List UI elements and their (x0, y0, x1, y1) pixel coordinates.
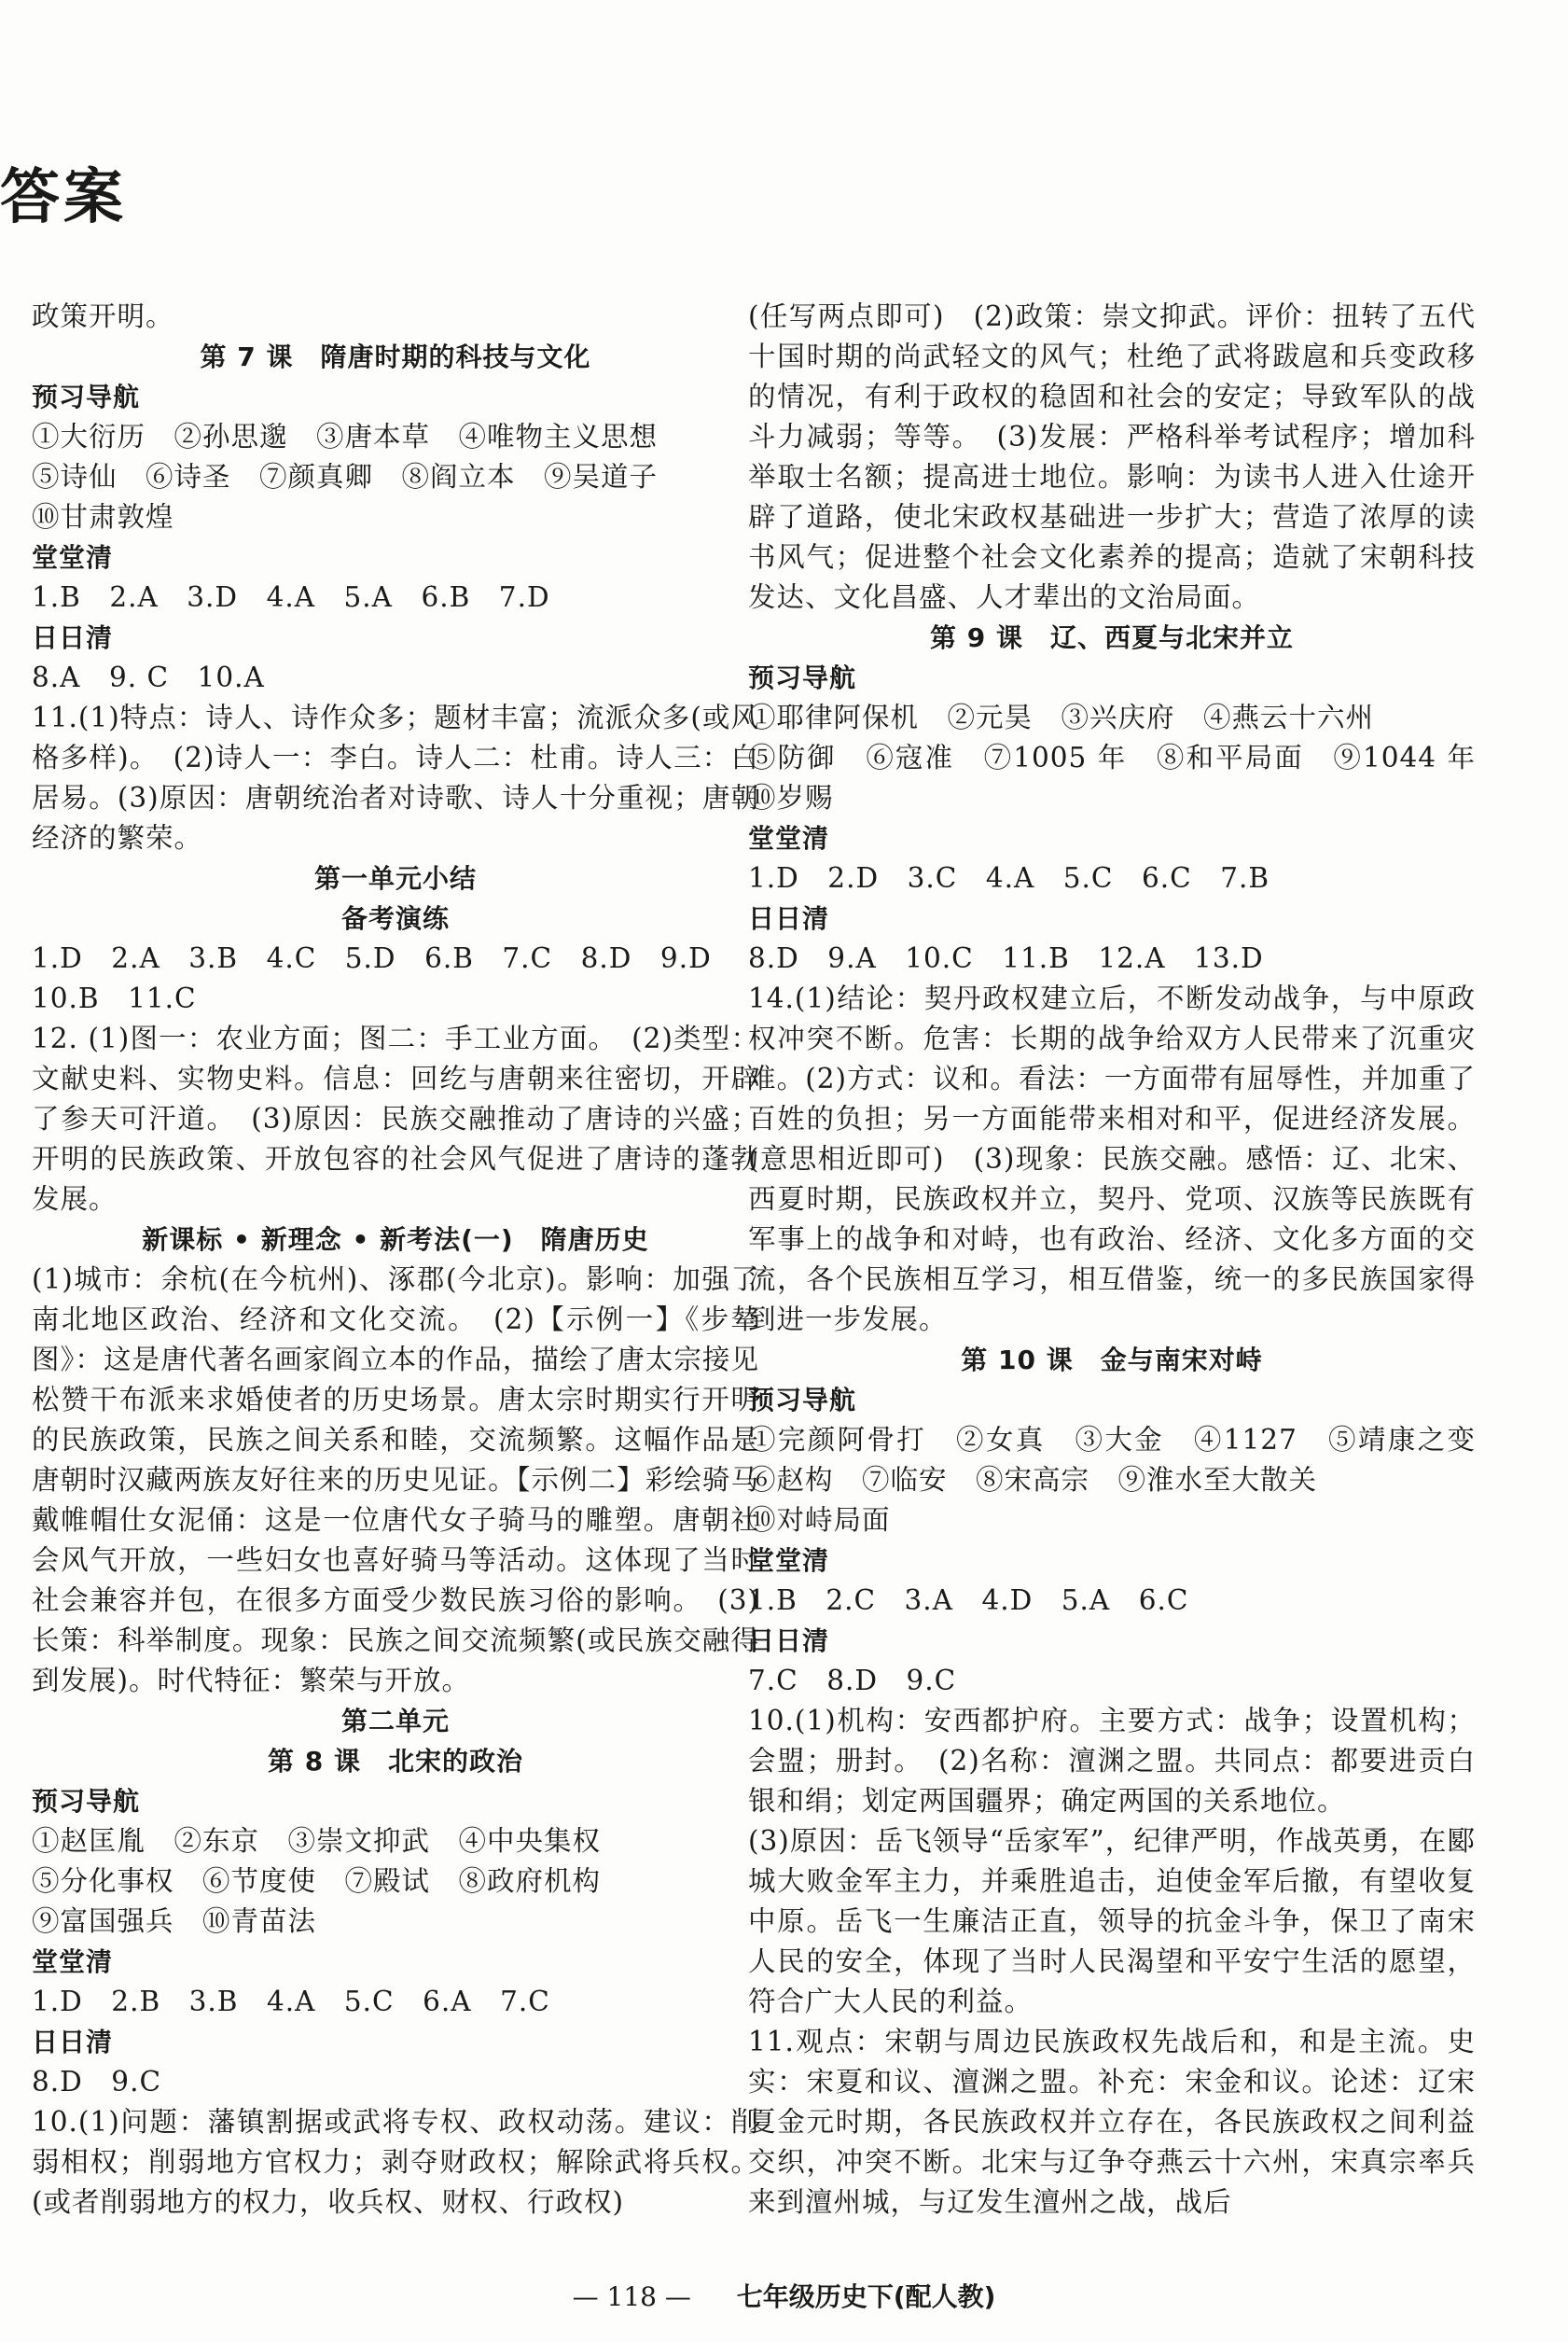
answer-line: (3)原因：岳飞领导“岳家军”，纪律严明，作战英勇，在郾城大败金军主力，并乘胜追击，迫使金军后撤，有望收复中原。岳飞一生廉洁正直，领导的抗金斗争，保卫了南宋人民的安全，体现了当时人民渴望和平安宁生活的愿望，符合广大人民的利益。 (748, 1825, 1476, 2017)
section-heading: 预习导航 (748, 662, 857, 693)
answer-line: (任写两点即可) (2)政策：崇文抑武。评价：扭转了五代十国时期的尚武轻文的风气；杜绝了武将跋扈和兵变政移的情况，有利于政权的稳固和社会的安定；导致军队的战斗力减弱；等等。 (3)发展：严格科举考试程序；增加科举取士名额；提高进士地位。影响：为读书人进入仕途开辟了道路，使北宋政权基础进一步扩大；营造了浓厚的读书风气；促进整个社会文化素养的提高；造就了宋朝科技发达、文化昌盛、人才辈出的文治局面。 (748, 300, 1476, 613)
answer-line: 7.C 8.D 9.C (748, 1665, 957, 1696)
left-column (32, 297, 759, 2223)
page-number: — 118 — (572, 2281, 691, 2312)
lesson-title: 新课标 • 新理念 • 新考法(一) 隋唐历史 (142, 1224, 649, 1255)
answer-line: 8.A 9. C 10.A (32, 662, 265, 693)
lesson-title: 第二单元 (340, 1706, 450, 1736)
answer-line: 1.D 2.D 3.C 4.A 5.C 6.C 7.B (748, 862, 1270, 894)
answer-line: ①完颜阿骨打 ②女真 ③大金 ④1127 ⑤靖康之变 ⑥赵构 ⑦临安 ⑧宋高宗 ⑨淮水至大散关 (748, 1424, 1505, 1496)
section-heading: 预习导航 (32, 382, 141, 412)
section-heading: 预习导航 (748, 1385, 857, 1415)
answer-line: ①赵匡胤 ②东京 ③崇文抑武 ④中央集权 (32, 1825, 602, 1857)
answer-line: 1.B 2.A 3.D 4.A 5.A 6.B 7.D (32, 581, 550, 613)
answer-line: ⑩甘肃敦煌 (32, 501, 174, 533)
section-heading: 堂堂清 (748, 823, 830, 854)
answer-line: ①大衍历 ②孙思邈 ③唐本草 ④唯物主义思想 (32, 421, 659, 453)
page-header-title: 答案 (0, 163, 127, 232)
answer-line: 1.D 2.B 3.B 4.A 5.C 6.A 7.C (32, 1986, 550, 2017)
answer-line: (1)城市：余杭(在今杭州)、涿郡(今北京)。影响：加强了南北地区政治、经济和文化交流。 (2)【示例一】《步辇图》：这是唐代著名画家阎立本的作品，描绘了唐太宗接见松赞干布派来求婚使者的历史场景。唐太宗时期实行开明的民族政策，民族之间关系和睦，交流频繁。这幅作品是唐朝时汉藏两族友好往来的历史见证。【示例二】彩绘骑马戴帷帽仕女泥俑：这是一位唐代女子骑马的雕塑。唐朝社会风气开放，一些妇女也喜好骑马等活动。这体现了当时社会兼容并包，在很多方面受少数民族习俗的影响。 (3)长策：科举制度。现象：民族之间交流频繁(或民族交融得到发展)。时代特征：繁荣与开放。 (32, 1263, 759, 1696)
answer-line: ⑨富国强兵 ⑩青苗法 (32, 1905, 317, 1937)
answer-line: ⑤分化事权 ⑥节度使 ⑦殿试 ⑧政府机构 (32, 1865, 602, 1897)
section-heading: 预习导航 (32, 1786, 141, 1817)
lesson-title: 第 8 课 北宋的政治 (268, 1746, 523, 1777)
answer-line: ①耶律阿保机 ②元昊 ③兴庆府 ④燕云十六州 (748, 702, 1375, 733)
answer-line: 10.(1)问题：藩镇割据或武将专权、政权动荡。建议：削弱相权；削弱地方官权力；剥夺财政权；解除武将兵权。(或者削弱地方的权力，收兵权、财权、行政权) (32, 2106, 759, 2218)
right-column (748, 297, 1505, 2223)
answer-line: 政策开明。 (32, 300, 174, 332)
page-footer (0, 2277, 1568, 2314)
answer-line: 10.B 11.C (32, 983, 197, 1014)
answer-line: 8.D 9.C (32, 2066, 162, 2098)
section-heading: 堂堂清 (32, 1946, 114, 1977)
answer-line: 1.D 2.A 3.B 4.C 5.D 6.B 7.C 8.D 9.D (32, 942, 712, 974)
answer-line: 10.(1)机构：安西都护府。主要方式：战争；设置机构；会盟；册封。 (2)名称：澶渊之盟。共同点：都要进贡白银和绢；划定两国疆界；确定两国的关系地位。 (748, 1705, 1476, 1817)
answer-line: 14.(1)结论：契丹政权建立后，不断发动战争，与中原政权冲突不断。危害：长期的战争给双方人民带来了沉重灾难。(2)方式：议和。看法：一方面带有屈辱性，并加重了百姓的负担；另一方面能带来相对和平，促进经济发展。(意思相近即可) (3)现象：民族交融。感悟：辽、北宋、西夏时期，民族政权并立，契丹、党项、汉族等民族既有军事上的战争和对峙，也有政治、经济、文化多方面的交流，各个民族相互学习，相互借鉴，统一的多民族国家得到进一步发展。 (748, 983, 1476, 1335)
answer-line: ⑩对峙局面 (748, 1504, 891, 1536)
section-heading: 日日清 (32, 2027, 114, 2057)
answer-line: 1.B 2.C 3.A 4.D 5.A 6.C (748, 1584, 1189, 1616)
lesson-title: 第 7 课 隋唐时期的科技与文化 (200, 342, 591, 372)
lesson-title: 备考演练 (340, 903, 450, 934)
section-heading: 日日清 (32, 622, 114, 653)
answer-line: 11.(1)特点：诗人、诗作众多；题材丰富；流派众多(或风格多样)。 (2)诗人一：李白。诗人二：杜甫。诗人三：白居易。(3)原因：唐朝统治者对诗歌、诗人十分重视；唐朝经济的繁荣。 (32, 702, 759, 854)
section-heading: 日日清 (748, 903, 830, 934)
section-heading: 堂堂清 (748, 1545, 830, 1576)
lesson-title: 第 9 课 辽、西夏与北宋并立 (930, 622, 1294, 653)
book-subtitle: 七年级历史下(配人教) (736, 2281, 996, 2312)
answer-line: 11.观点：宋朝与周边民族政权先战后和，和是主流。史实：宋夏和议、澶渊之盟。补充：宋金和议。论述：辽宋夏金元时期，各民族政权并立存在，各民族政权之间利益交织，冲突不断。北宋与辽争夺燕云十六州，宋真宗率兵来到澶州城，与辽发生澶州之战，战后 (748, 2026, 1476, 2218)
section-heading: 堂堂清 (32, 542, 114, 573)
answer-line: 12. (1)图一：农业方面；图二：手工业方面。 (2)类型：文献史料、实物史料。信息：回纥与唐朝来往密切，开辟了参天可汗道。 (3)原因：民族交融推动了唐诗的兴盛；开明的民族政策、开放包容的社会风气促进了唐诗的蓬勃发展。 (32, 1023, 759, 1215)
lesson-title: 第 10 课 金与南宋对峙 (961, 1345, 1263, 1375)
answer-line: ⑤防御 ⑥寇准 ⑦1005 年 ⑧和平局面 ⑨1044 年 ⑩岁赐 (748, 742, 1505, 814)
section-heading: 日日清 (748, 1625, 830, 1656)
answer-line: 8.D 9.A 10.C 11.B 12.A 13.D (748, 942, 1264, 974)
answer-line: ⑤诗仙 ⑥诗圣 ⑦颜真卿 ⑧阎立本 ⑨吴道子 (32, 461, 659, 493)
lesson-title: 第一单元小结 (313, 863, 477, 894)
